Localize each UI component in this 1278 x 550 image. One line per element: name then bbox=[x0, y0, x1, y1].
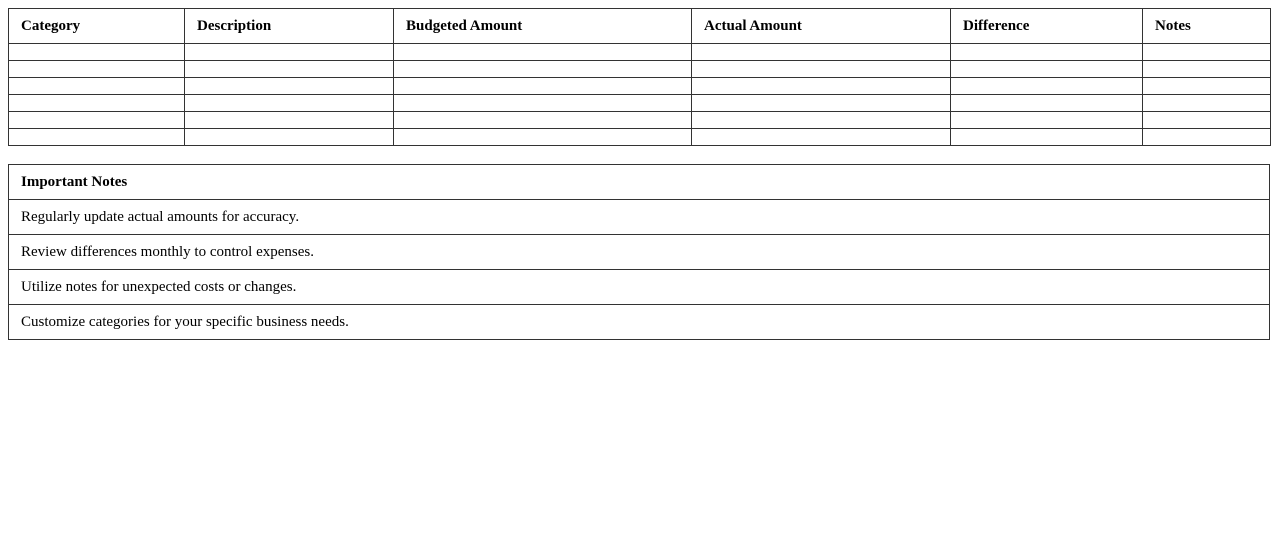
table-cell[interactable] bbox=[185, 44, 394, 61]
budget-table-header bbox=[9, 9, 1271, 44]
table-cell[interactable] bbox=[9, 44, 185, 61]
table-cell[interactable] bbox=[692, 61, 951, 78]
note-row bbox=[9, 200, 1270, 235]
table-cell[interactable] bbox=[185, 61, 394, 78]
table-cell[interactable] bbox=[1143, 112, 1271, 129]
header-budgeted-amount: Budgeted Amount bbox=[394, 9, 692, 44]
budget-table bbox=[8, 8, 1271, 146]
notes-table-body bbox=[9, 200, 1270, 340]
table-cell[interactable] bbox=[692, 129, 951, 146]
table-cell[interactable] bbox=[394, 129, 692, 146]
note-item: Utilize notes for unexpected costs or changes. bbox=[9, 270, 1270, 305]
note-item: Review differences monthly to control expenses. bbox=[9, 235, 1270, 270]
table-cell[interactable] bbox=[394, 95, 692, 112]
table-cell[interactable] bbox=[951, 61, 1143, 78]
table-cell[interactable] bbox=[951, 44, 1143, 61]
table-cell[interactable] bbox=[1143, 129, 1271, 146]
notes-title: Important Notes bbox=[9, 165, 1270, 200]
table-cell[interactable] bbox=[951, 95, 1143, 112]
table-row bbox=[9, 78, 1271, 95]
table-cell[interactable] bbox=[394, 44, 692, 61]
table-cell[interactable] bbox=[1143, 61, 1271, 78]
notes-header-row bbox=[9, 165, 1270, 200]
table-cell[interactable] bbox=[9, 61, 185, 78]
table-row bbox=[9, 61, 1271, 78]
note-row bbox=[9, 305, 1270, 340]
table-cell[interactable] bbox=[951, 112, 1143, 129]
table-cell[interactable] bbox=[951, 129, 1143, 146]
table-cell[interactable] bbox=[1143, 78, 1271, 95]
table-cell[interactable] bbox=[692, 112, 951, 129]
note-item: Customize categories for your specific business needs. bbox=[9, 305, 1270, 340]
table-cell[interactable] bbox=[9, 95, 185, 112]
notes-table-header bbox=[9, 165, 1270, 200]
note-item: Regularly update actual amounts for accuracy. bbox=[9, 200, 1270, 235]
budget-table-body bbox=[9, 44, 1271, 146]
table-cell[interactable] bbox=[9, 112, 185, 129]
important-notes-table bbox=[8, 164, 1270, 340]
table-cell[interactable] bbox=[185, 78, 394, 95]
table-cell[interactable] bbox=[692, 44, 951, 61]
table-cell[interactable] bbox=[9, 78, 185, 95]
table-row bbox=[9, 44, 1271, 61]
header-notes: Notes bbox=[1143, 9, 1271, 44]
header-category: Category bbox=[9, 9, 185, 44]
note-row bbox=[9, 270, 1270, 305]
table-cell[interactable] bbox=[951, 78, 1143, 95]
note-row bbox=[9, 235, 1270, 270]
table-cell[interactable] bbox=[394, 61, 692, 78]
table-cell[interactable] bbox=[394, 78, 692, 95]
table-row bbox=[9, 112, 1271, 129]
table-cell[interactable] bbox=[9, 129, 185, 146]
table-cell[interactable] bbox=[692, 95, 951, 112]
table-cell[interactable] bbox=[1143, 44, 1271, 61]
header-difference: Difference bbox=[951, 9, 1143, 44]
header-description: Description bbox=[185, 9, 394, 44]
table-cell[interactable] bbox=[394, 112, 692, 129]
table-cell[interactable] bbox=[692, 78, 951, 95]
header-row bbox=[9, 9, 1271, 44]
table-row bbox=[9, 129, 1271, 146]
table-cell[interactable] bbox=[185, 112, 394, 129]
table-cell[interactable] bbox=[1143, 95, 1271, 112]
table-row bbox=[9, 95, 1271, 112]
table-cell[interactable] bbox=[185, 95, 394, 112]
table-cell[interactable] bbox=[185, 129, 394, 146]
header-actual-amount: Actual Amount bbox=[692, 9, 951, 44]
